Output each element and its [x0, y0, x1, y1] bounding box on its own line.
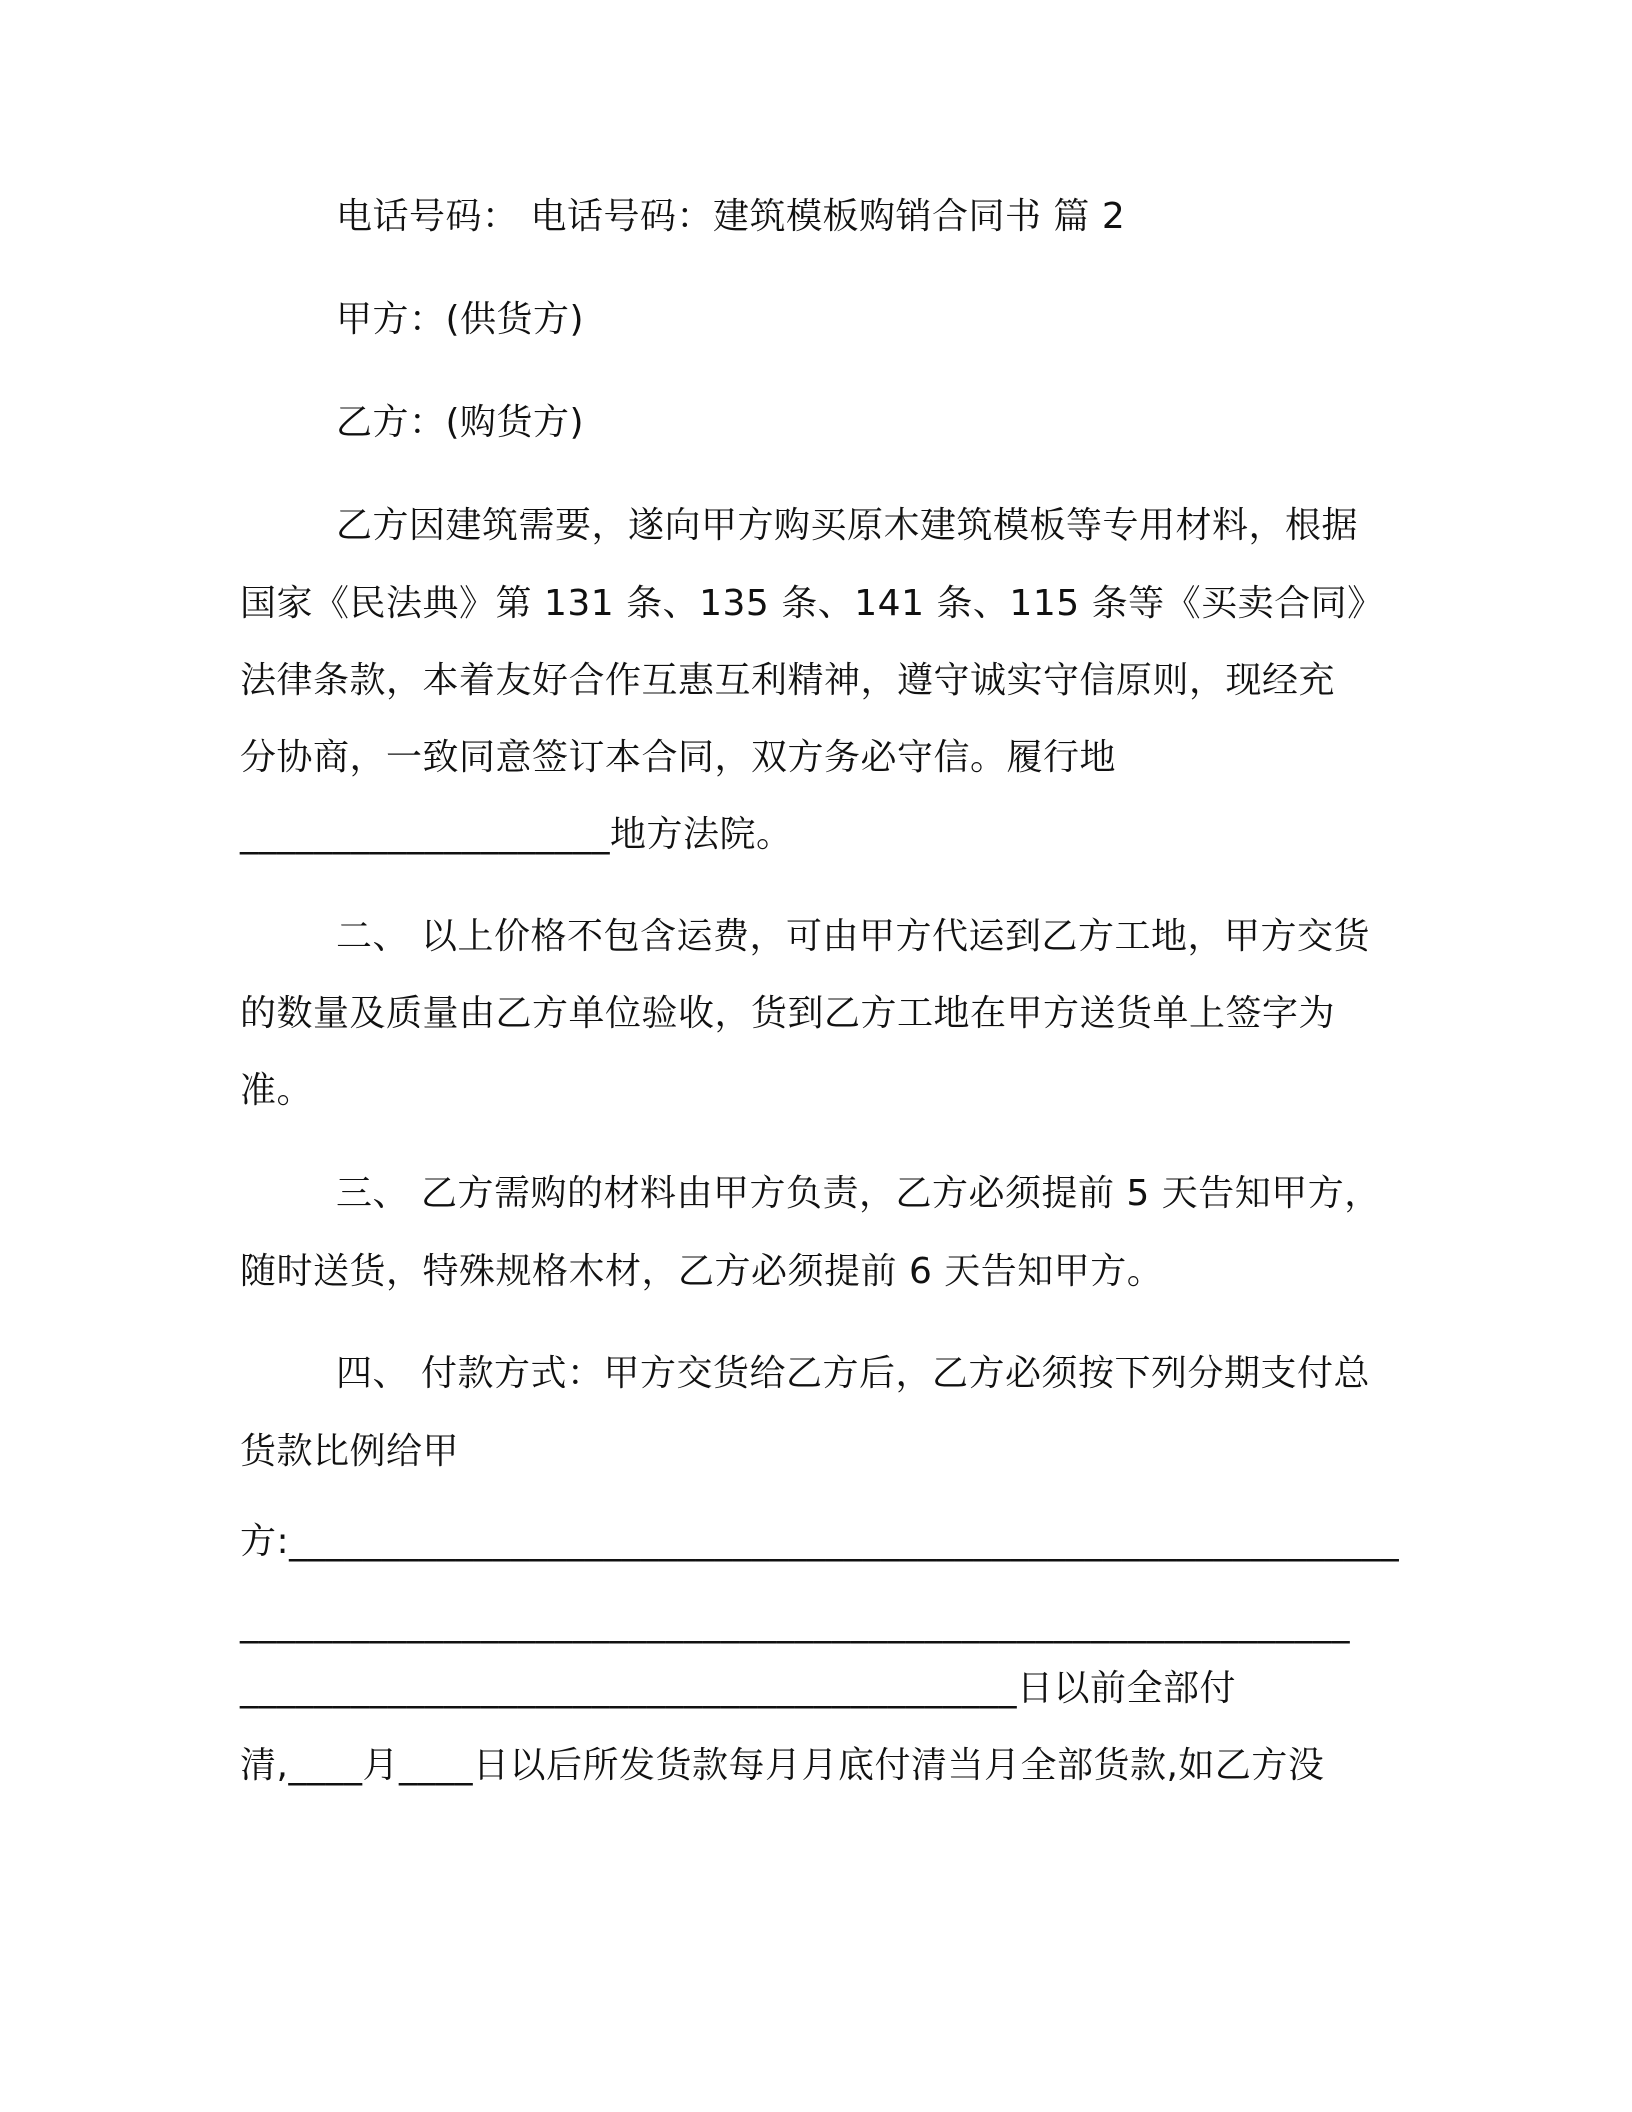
clause-three-line: 三、 乙方需购的材料由甲方负责，乙方必须提前 5 天告知甲方， — [336, 1173, 1381, 1214]
blank-fill-line: ____________________________________________________________ — [240, 1603, 1350, 1644]
paragraph-line: 乙方因建筑需要，遂向甲方购买原木建筑模板等专用材料，根据 — [336, 505, 1359, 546]
paragraph-line: ____________________地方法院。 — [240, 814, 793, 855]
paragraph-line: 国家《民法典》第 131 条、135 条、141 条、115 条等《买卖合同》 — [240, 583, 1384, 624]
clause-four-line: 清,____月____日以后所发货款每月月底付清当月全部货款,如乙方没 — [240, 1745, 1325, 1786]
paragraph-line: 法律条款，本着友好合作互惠互利精神，遵守诚实守信原则，现经充 — [240, 660, 1336, 701]
clause-two-line: 二、 以上价格不包含运费，可由甲方代运到乙方工地，甲方交货 — [336, 916, 1370, 957]
title-line: 电话号码： 电话号码：建筑模板购销合同书 篇 2 — [336, 196, 1126, 237]
party-b-line: 乙方：(购货方) — [336, 402, 585, 443]
clause-four-line: 四、 付款方式：甲方交货给乙方后，乙方必须按下列分期支付总 — [336, 1353, 1370, 1394]
clause-two-line: 准。 — [240, 1070, 314, 1111]
party-a-line: 甲方：(供货方) — [336, 299, 585, 340]
blank-fill-line: 方:____________________________________________________________ — [240, 1521, 1400, 1562]
blank-fill-line: __________________________________________日以前全部付 — [240, 1668, 1237, 1709]
clause-two-line: 的数量及质量由乙方单位验收，货到乙方工地在甲方送货单上签字为 — [240, 993, 1336, 1034]
clause-three-line: 随时送货，特殊规格木材，乙方必须提前 6 天告知甲方。 — [240, 1251, 1164, 1292]
paragraph-line: 分协商，一致同意签订本合同，双方务必守信。履行地 — [240, 737, 1117, 778]
clause-four-line: 货款比例给甲 — [240, 1431, 460, 1472]
